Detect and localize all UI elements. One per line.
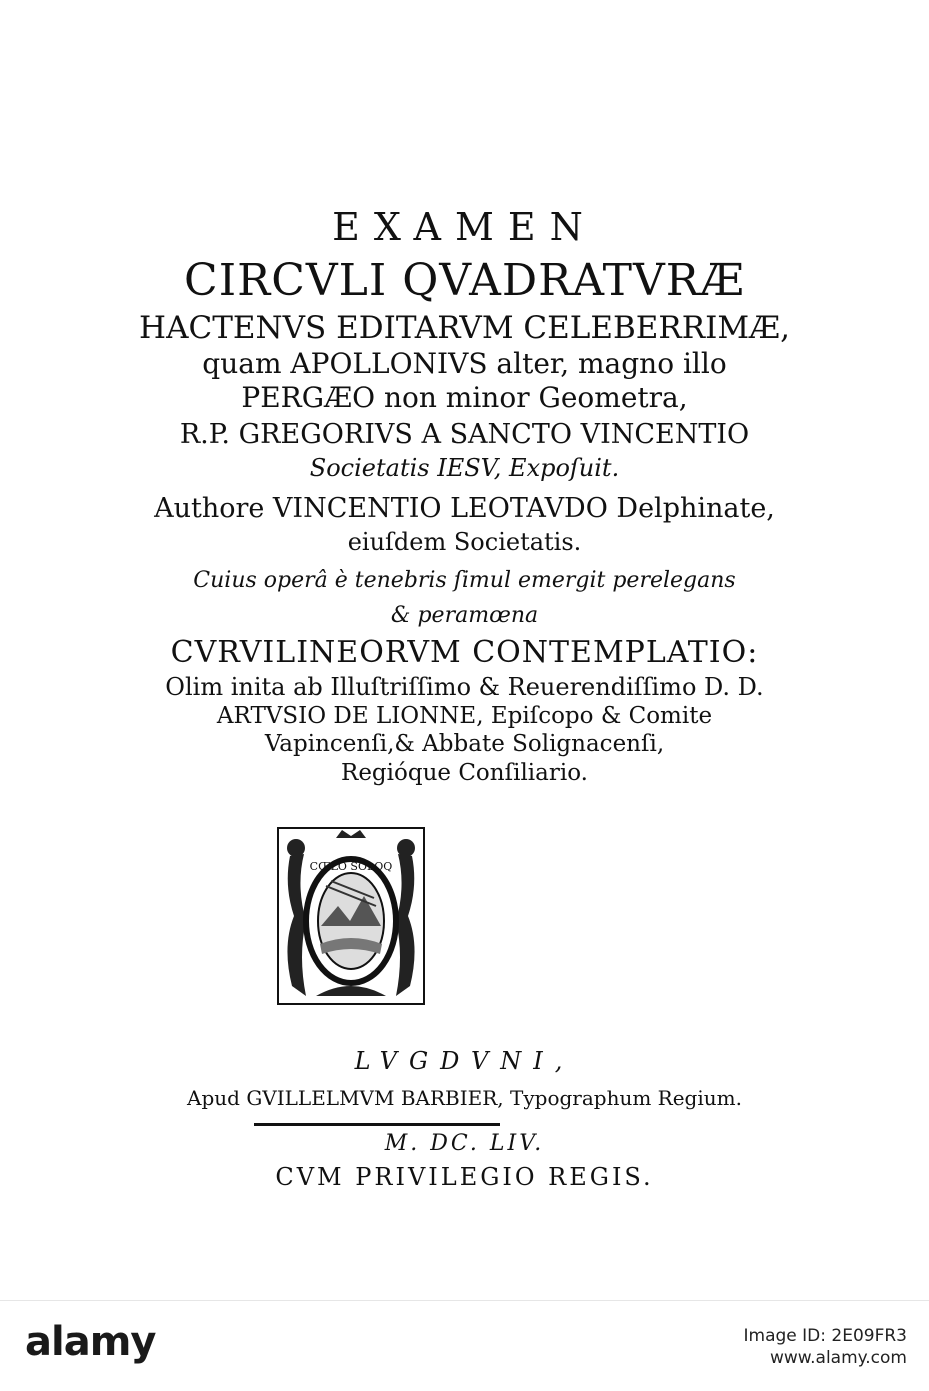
alamy-logo: alamy <box>25 1319 156 1365</box>
imprint-date: M. DC. LIV. <box>384 1131 545 1156</box>
stock-image-id <box>744 1325 907 1369</box>
cuius-line: Cuius operâ è tenebris ſimul emergit perelegans <box>193 568 736 593</box>
stock-url-text: www.alamy.com <box>769 1348 907 1368</box>
title-line-examen: EXAMEN <box>332 205 597 249</box>
title-line-circuli: CIRCVLI QVADRATVRÆ <box>184 255 745 306</box>
device-motto: CŒLO SOLOQ <box>309 860 393 873</box>
olim-line: Olim inita ab Illuſtriſſimo & Reuerendiſſimo D. D. <box>165 673 764 701</box>
author-line: Authore VINCENTIO LEOTAVDO Delphinate, <box>154 493 775 524</box>
title-line-gregorius: R.P. GREGORIVS A SANCTO VINCENTIO <box>179 419 750 450</box>
vapincensi-line: Vapincenſi,& Abbate Solignacenſi, <box>264 731 665 757</box>
title-line-apollonius: quam APOLLONIVS alter, magno illo <box>202 347 727 380</box>
peramoena-line: & peramœna <box>390 603 539 628</box>
title-line-societatis: Societatis IESV, Expoſuit. <box>309 454 620 482</box>
title-line-pergaeo: PERGÆO non minor Geometra, <box>241 381 688 414</box>
imprint-city: LVGDVNI, <box>354 1047 575 1075</box>
imprint-rule <box>254 1123 500 1126</box>
stock-watermark-bar <box>0 1300 929 1391</box>
image-id-text: Image ID: 2E09FR3 <box>743 1326 907 1346</box>
printers-device-icon <box>276 826 426 1006</box>
artusio-line: ARTVSIO DE LIONNE, Epiſcopo & Comite <box>216 703 713 729</box>
imprint-printer: Apud GVILLELMVM BARBIER, Typographum Regium. <box>187 1086 742 1110</box>
curvilineorum-line: CVRVILINEORVM CONTEMPLATIO: <box>170 635 759 670</box>
title-line-hactenus: HACTENVS EDITARVM CELEBERRIMÆ, <box>139 310 790 346</box>
consiliario-line: Regióque Conſiliario. <box>341 760 588 786</box>
author-society-line: eiuſdem Societatis. <box>347 528 582 556</box>
imprint-privilege: CVM PRIVILEGIO REGIS. <box>275 1163 654 1191</box>
